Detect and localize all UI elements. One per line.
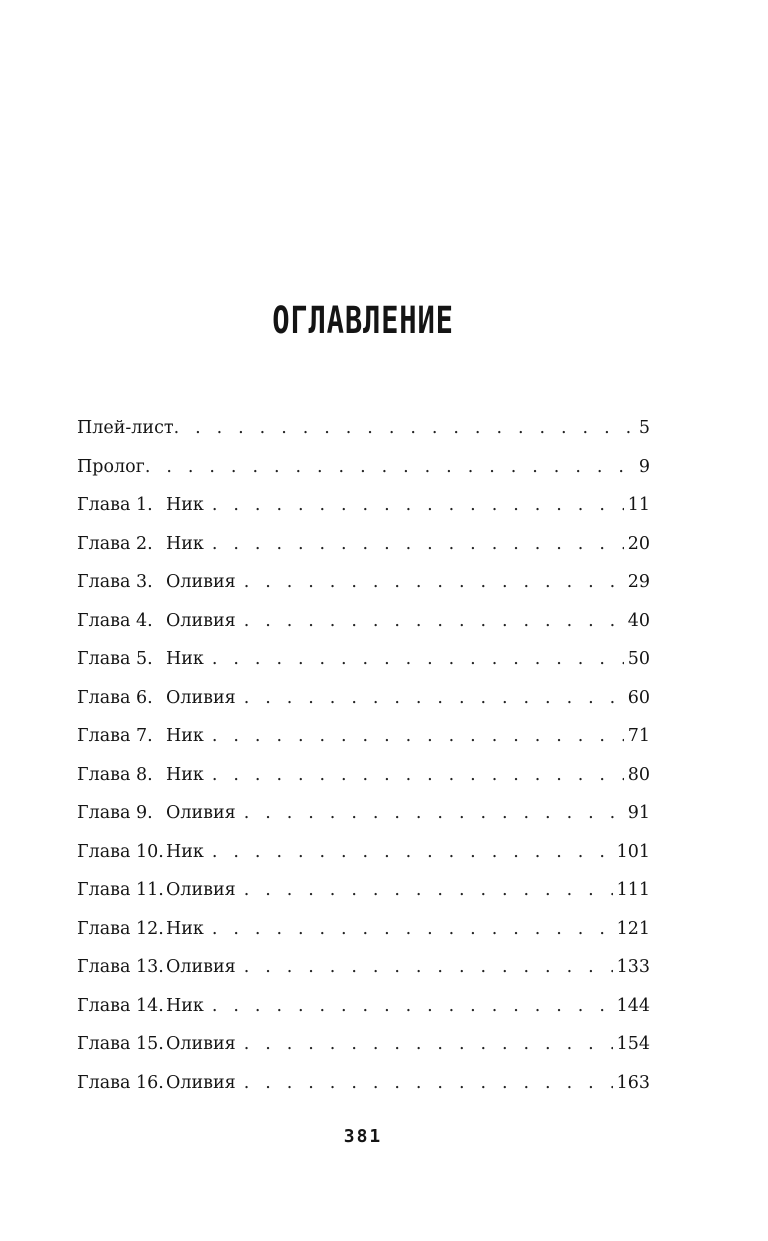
toc-entry-label: Глава 15. bbox=[77, 1034, 164, 1054]
table-of-contents bbox=[77, 413, 650, 1106]
page-title: ОГЛАВЛЕНИЕ bbox=[272, 299, 454, 342]
toc-entry-label: Глава 9. bbox=[77, 803, 153, 823]
dot-leader bbox=[244, 606, 624, 636]
toc-entry-label: Плей-лист bbox=[77, 418, 174, 438]
toc-entry-label: Глава 11. bbox=[77, 880, 164, 900]
toc-entry-narrator: Оливия bbox=[166, 1072, 236, 1093]
toc-entry-label: Глава 16. bbox=[77, 1072, 164, 1093]
toc-entry-page: 163 bbox=[616, 1072, 650, 1093]
toc-entry-chapter-12 bbox=[77, 914, 650, 953]
dot-leader bbox=[212, 490, 624, 520]
toc-entry-page: 50 bbox=[627, 649, 650, 669]
toc-entry-narrator: Ник bbox=[166, 726, 204, 746]
dot-leader bbox=[244, 1068, 613, 1098]
page-number: 381 bbox=[343, 1126, 383, 1147]
toc-entry-label: Глава 12. bbox=[77, 918, 164, 939]
toc-entry-label: Глава 8. bbox=[77, 764, 153, 785]
toc-entry-narrator: Оливия bbox=[166, 687, 236, 708]
toc-entry-label: Глава 4. bbox=[77, 610, 153, 631]
toc-entry-page: 144 bbox=[616, 995, 650, 1016]
toc-entry-chapter-2 bbox=[77, 529, 650, 568]
toc-entry-narrator: Оливия bbox=[166, 610, 236, 631]
toc-entry-narrator: Ник bbox=[166, 533, 204, 554]
toc-entry-page: 121 bbox=[616, 918, 650, 939]
dot-leader bbox=[212, 644, 624, 674]
dot-leader bbox=[244, 1029, 613, 1059]
dot-leader bbox=[212, 991, 613, 1021]
toc-entry-narrator: Ник bbox=[166, 649, 204, 669]
toc-entry-page: 29 bbox=[627, 572, 650, 592]
toc-entry-narrator: Оливия bbox=[166, 572, 236, 592]
toc-entry-label: Глава 3. bbox=[77, 572, 153, 592]
toc-entry-page: 111 bbox=[616, 880, 650, 900]
toc-entry-chapter-8 bbox=[77, 760, 650, 799]
dot-leader bbox=[244, 875, 613, 905]
toc-entry-page: 80 bbox=[627, 764, 650, 785]
toc-entry-label: Глава 1. bbox=[77, 495, 153, 515]
dot-leader bbox=[212, 914, 613, 944]
toc-entry-chapter-1 bbox=[77, 490, 650, 529]
toc-entry-page: 20 bbox=[627, 533, 650, 554]
dot-leader bbox=[212, 721, 624, 751]
toc-entry-narrator: Ник bbox=[166, 841, 204, 862]
toc-entry-chapter-14 bbox=[77, 991, 650, 1030]
dot-leader bbox=[244, 683, 624, 713]
toc-entry-page: 133 bbox=[616, 957, 650, 977]
toc-entry-prologue bbox=[77, 452, 650, 491]
toc-entry-chapter-11 bbox=[77, 875, 650, 914]
toc-entry-label: Глава 6. bbox=[77, 687, 153, 708]
toc-entry-label: Пролог bbox=[77, 456, 145, 477]
dot-leader bbox=[212, 760, 624, 790]
toc-entry-narrator: Оливия bbox=[166, 803, 236, 823]
toc-entry-label: Глава 13. bbox=[77, 957, 164, 977]
toc-entry-chapter-9 bbox=[77, 798, 650, 837]
toc-entry-chapter-10 bbox=[77, 837, 650, 876]
toc-entry-chapter-13 bbox=[77, 952, 650, 991]
toc-entry-page: 101 bbox=[616, 841, 650, 862]
toc-entry-label: Глава 2. bbox=[77, 533, 153, 554]
toc-entry-narrator: Оливия bbox=[166, 880, 236, 900]
toc-entry-chapter-3 bbox=[77, 567, 650, 606]
toc-entry-page: 71 bbox=[627, 726, 650, 746]
toc-entry-page: 40 bbox=[627, 610, 650, 631]
toc-entry-chapter-7 bbox=[77, 721, 650, 760]
toc-entry-page: 5 bbox=[638, 418, 650, 438]
toc-entry-narrator: Оливия bbox=[166, 957, 236, 977]
toc-entry-page: 154 bbox=[616, 1034, 650, 1054]
toc-entry-page: 11 bbox=[627, 495, 650, 515]
toc-entry-chapter-6 bbox=[77, 683, 650, 722]
toc-entry-label: Глава 7. bbox=[77, 726, 153, 746]
toc-entry-page: 9 bbox=[638, 456, 650, 477]
toc-entry-label: Глава 5. bbox=[77, 649, 153, 669]
toc-entry-label: Глава 14. bbox=[77, 995, 164, 1016]
toc-entry-page: 60 bbox=[627, 687, 650, 708]
toc-entry-chapter-15 bbox=[77, 1029, 650, 1068]
toc-entry-page: 91 bbox=[627, 803, 650, 823]
toc-entry-narrator: Ник bbox=[166, 764, 204, 785]
toc-entry-narrator: Ник bbox=[166, 918, 204, 939]
toc-entry-narrator: Ник bbox=[166, 495, 204, 515]
dot-leader bbox=[174, 413, 635, 443]
toc-entry-narrator: Оливия bbox=[166, 1034, 236, 1054]
dot-leader bbox=[212, 837, 613, 867]
toc-entry-label: Глава 10. bbox=[77, 841, 164, 862]
toc-entry-narrator: Ник bbox=[166, 995, 204, 1016]
toc-entry-chapter-16 bbox=[77, 1068, 650, 1107]
dot-leader bbox=[244, 567, 624, 597]
dot-leader bbox=[212, 529, 624, 559]
dot-leader bbox=[145, 452, 635, 482]
toc-entry-playlist bbox=[77, 413, 650, 452]
dot-leader bbox=[244, 952, 613, 982]
toc-entry-chapter-5 bbox=[77, 644, 650, 683]
dot-leader bbox=[244, 798, 624, 828]
toc-entry-chapter-4 bbox=[77, 606, 650, 645]
